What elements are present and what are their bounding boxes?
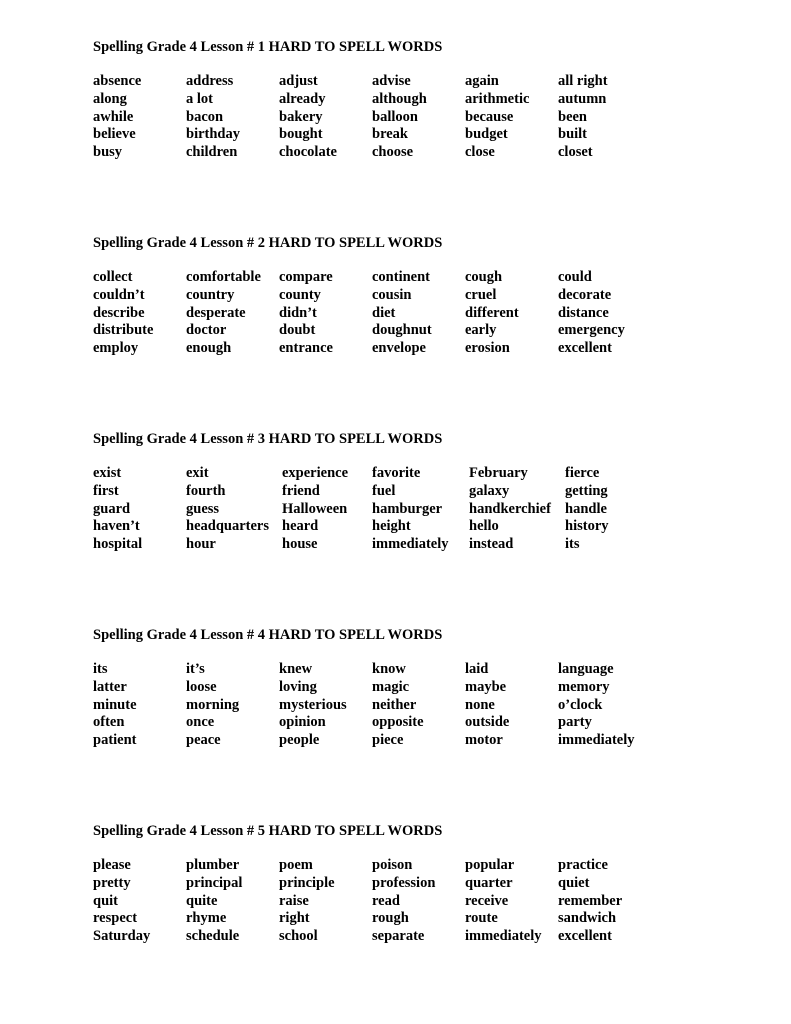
word: neither bbox=[372, 696, 417, 713]
word: didn’t bbox=[279, 304, 317, 321]
word: because bbox=[465, 108, 514, 125]
word: loose bbox=[186, 678, 217, 695]
word: continent bbox=[372, 269, 430, 285]
word: entrance bbox=[279, 340, 333, 357]
word: hospital bbox=[93, 536, 143, 553]
word: patient bbox=[93, 732, 137, 749]
word: minute bbox=[93, 696, 137, 713]
lesson-2-section bbox=[93, 234, 651, 358]
word: remember bbox=[558, 892, 623, 909]
word: excellent bbox=[558, 340, 612, 357]
lesson-5-word-grid bbox=[93, 857, 651, 946]
word: outside bbox=[465, 714, 510, 731]
word: balloon bbox=[372, 108, 418, 125]
word: memory bbox=[558, 678, 610, 695]
word: compare bbox=[279, 269, 333, 285]
word: poison bbox=[372, 857, 413, 873]
word: hamburger bbox=[372, 500, 443, 517]
word: quit bbox=[93, 892, 118, 909]
word: enough bbox=[186, 340, 232, 357]
word: please bbox=[93, 857, 131, 873]
word: county bbox=[279, 286, 321, 303]
word: awhile bbox=[93, 108, 134, 125]
word: busy bbox=[93, 144, 123, 161]
word: employ bbox=[93, 340, 139, 357]
word: once bbox=[186, 714, 215, 731]
word: haven’t bbox=[93, 518, 140, 535]
word: although bbox=[372, 90, 427, 107]
word: know bbox=[372, 661, 406, 677]
word: peace bbox=[186, 732, 221, 749]
word: hour bbox=[186, 536, 216, 553]
word: country bbox=[186, 286, 235, 303]
lesson-3-word-grid bbox=[93, 465, 658, 554]
word: immediately bbox=[465, 928, 542, 945]
word: February bbox=[469, 465, 528, 481]
word: birthday bbox=[186, 126, 240, 143]
word: again bbox=[465, 73, 499, 89]
word: immediately bbox=[558, 732, 635, 749]
word: doctor bbox=[186, 322, 227, 339]
word: along bbox=[93, 90, 127, 107]
word: collect bbox=[93, 269, 133, 285]
lesson-1-word-grid bbox=[93, 73, 651, 162]
lesson-3-section bbox=[93, 430, 658, 554]
lesson-1-section bbox=[93, 38, 651, 162]
word: distribute bbox=[93, 322, 154, 339]
word: first bbox=[93, 482, 119, 499]
word: principle bbox=[279, 874, 335, 891]
word: favorite bbox=[372, 465, 421, 481]
word: language bbox=[558, 661, 614, 677]
word: motor bbox=[465, 732, 503, 749]
word: practice bbox=[558, 857, 608, 873]
word: sandwich bbox=[558, 910, 617, 927]
word: guess bbox=[186, 500, 220, 517]
word: magic bbox=[372, 678, 410, 695]
word: closet bbox=[558, 144, 593, 161]
word: it’s bbox=[186, 661, 205, 677]
word: right bbox=[279, 910, 310, 927]
word: couldn’t bbox=[93, 286, 145, 303]
word: exist bbox=[93, 465, 122, 481]
word: principal bbox=[186, 874, 243, 891]
word: cough bbox=[465, 269, 503, 285]
word: piece bbox=[372, 732, 404, 749]
word: morning bbox=[186, 696, 240, 713]
word: cousin bbox=[372, 286, 412, 303]
lesson-3-title: Spelling Grade 4 Lesson # 3 HARD TO SPELL WORDS bbox=[93, 431, 443, 447]
word: fierce bbox=[565, 465, 600, 481]
word: been bbox=[558, 108, 587, 125]
word: pretty bbox=[93, 874, 131, 891]
word: fuel bbox=[372, 482, 396, 499]
word: built bbox=[558, 126, 588, 143]
word: could bbox=[558, 269, 592, 285]
word: experience bbox=[282, 465, 349, 481]
lesson-4-word-grid bbox=[93, 661, 651, 750]
word: close bbox=[465, 144, 495, 161]
lesson-5-title: Spelling Grade 4 Lesson # 5 HARD TO SPELL WORDS bbox=[93, 823, 443, 839]
word: headquarters bbox=[186, 518, 269, 535]
word: address bbox=[186, 73, 234, 89]
word: handle bbox=[565, 500, 607, 517]
word: profession bbox=[372, 874, 436, 891]
word: rhyme bbox=[186, 910, 227, 927]
word: getting bbox=[565, 482, 608, 499]
word: mysterious bbox=[279, 696, 347, 713]
lesson-1-title: Spelling Grade 4 Lesson # 1 HARD TO SPELL WORDS bbox=[93, 39, 443, 55]
word: cruel bbox=[465, 286, 497, 303]
word: doubt bbox=[279, 322, 316, 339]
word: chocolate bbox=[279, 144, 337, 161]
word: knew bbox=[279, 661, 313, 677]
word: galaxy bbox=[469, 482, 510, 499]
word: all right bbox=[558, 73, 608, 89]
word: different bbox=[465, 304, 519, 321]
word: respect bbox=[93, 910, 138, 927]
word: quite bbox=[186, 892, 218, 909]
word: receive bbox=[465, 892, 509, 909]
word: already bbox=[279, 90, 326, 107]
word: its bbox=[93, 661, 108, 677]
word: instead bbox=[469, 536, 514, 553]
word: doughnut bbox=[372, 322, 432, 339]
word: describe bbox=[93, 304, 145, 321]
word: excellent bbox=[558, 928, 612, 945]
word: erosion bbox=[465, 340, 510, 357]
word: house bbox=[282, 536, 318, 553]
word: adjust bbox=[279, 73, 318, 89]
word: heard bbox=[282, 518, 319, 535]
word: rough bbox=[372, 910, 409, 927]
word: hello bbox=[469, 518, 499, 535]
word: immediately bbox=[372, 536, 449, 553]
word: bakery bbox=[279, 108, 323, 125]
word: opposite bbox=[372, 714, 424, 731]
word: a lot bbox=[186, 90, 213, 107]
word: absence bbox=[93, 73, 142, 89]
word: raise bbox=[279, 892, 309, 909]
word: separate bbox=[372, 928, 425, 945]
lesson-2-word-grid bbox=[93, 269, 651, 358]
lesson-4-section bbox=[93, 626, 651, 750]
word: autumn bbox=[558, 90, 607, 107]
word: break bbox=[372, 126, 408, 143]
word: bought bbox=[279, 126, 323, 143]
word: maybe bbox=[465, 678, 507, 695]
word: choose bbox=[372, 144, 414, 161]
word: exit bbox=[186, 465, 209, 481]
word: decorate bbox=[558, 286, 612, 303]
word: its bbox=[565, 536, 580, 553]
word: read bbox=[372, 892, 400, 909]
word: early bbox=[465, 322, 497, 339]
word: laid bbox=[465, 661, 489, 677]
word: distance bbox=[558, 304, 609, 321]
word: advise bbox=[372, 73, 411, 89]
word: Halloween bbox=[282, 500, 348, 517]
word: popular bbox=[465, 857, 515, 873]
word: quiet bbox=[558, 874, 590, 891]
word: height bbox=[372, 518, 411, 535]
lesson-2-title: Spelling Grade 4 Lesson # 2 HARD TO SPELL WORDS bbox=[93, 235, 443, 251]
word: opinion bbox=[279, 714, 326, 731]
word: handkerchief bbox=[469, 500, 551, 517]
word: school bbox=[279, 928, 318, 945]
word: none bbox=[465, 696, 495, 713]
word: o’clock bbox=[558, 696, 603, 713]
word: poem bbox=[279, 857, 313, 873]
lesson-4-title: Spelling Grade 4 Lesson # 4 HARD TO SPELL WORDS bbox=[93, 627, 443, 643]
word: schedule bbox=[186, 928, 240, 945]
word: desperate bbox=[186, 304, 246, 321]
word: often bbox=[93, 714, 125, 731]
word: budget bbox=[465, 126, 508, 143]
word: friend bbox=[282, 482, 320, 499]
word: envelope bbox=[372, 340, 426, 357]
word: people bbox=[279, 732, 320, 749]
word: Saturday bbox=[93, 928, 151, 945]
word: fourth bbox=[186, 482, 226, 499]
word: diet bbox=[372, 304, 396, 321]
word: party bbox=[558, 714, 592, 731]
word: comfortable bbox=[186, 269, 261, 285]
word: arithmetic bbox=[465, 90, 530, 107]
word: guard bbox=[93, 500, 131, 517]
word: believe bbox=[93, 126, 136, 143]
word: latter bbox=[93, 678, 127, 695]
word: loving bbox=[279, 678, 317, 695]
lesson-5-section bbox=[93, 822, 651, 946]
word: quarter bbox=[465, 874, 513, 891]
word: route bbox=[465, 910, 498, 927]
word: emergency bbox=[558, 322, 625, 339]
word: plumber bbox=[186, 857, 240, 873]
word: history bbox=[565, 518, 609, 535]
word: children bbox=[186, 144, 238, 161]
word: bacon bbox=[186, 108, 224, 125]
